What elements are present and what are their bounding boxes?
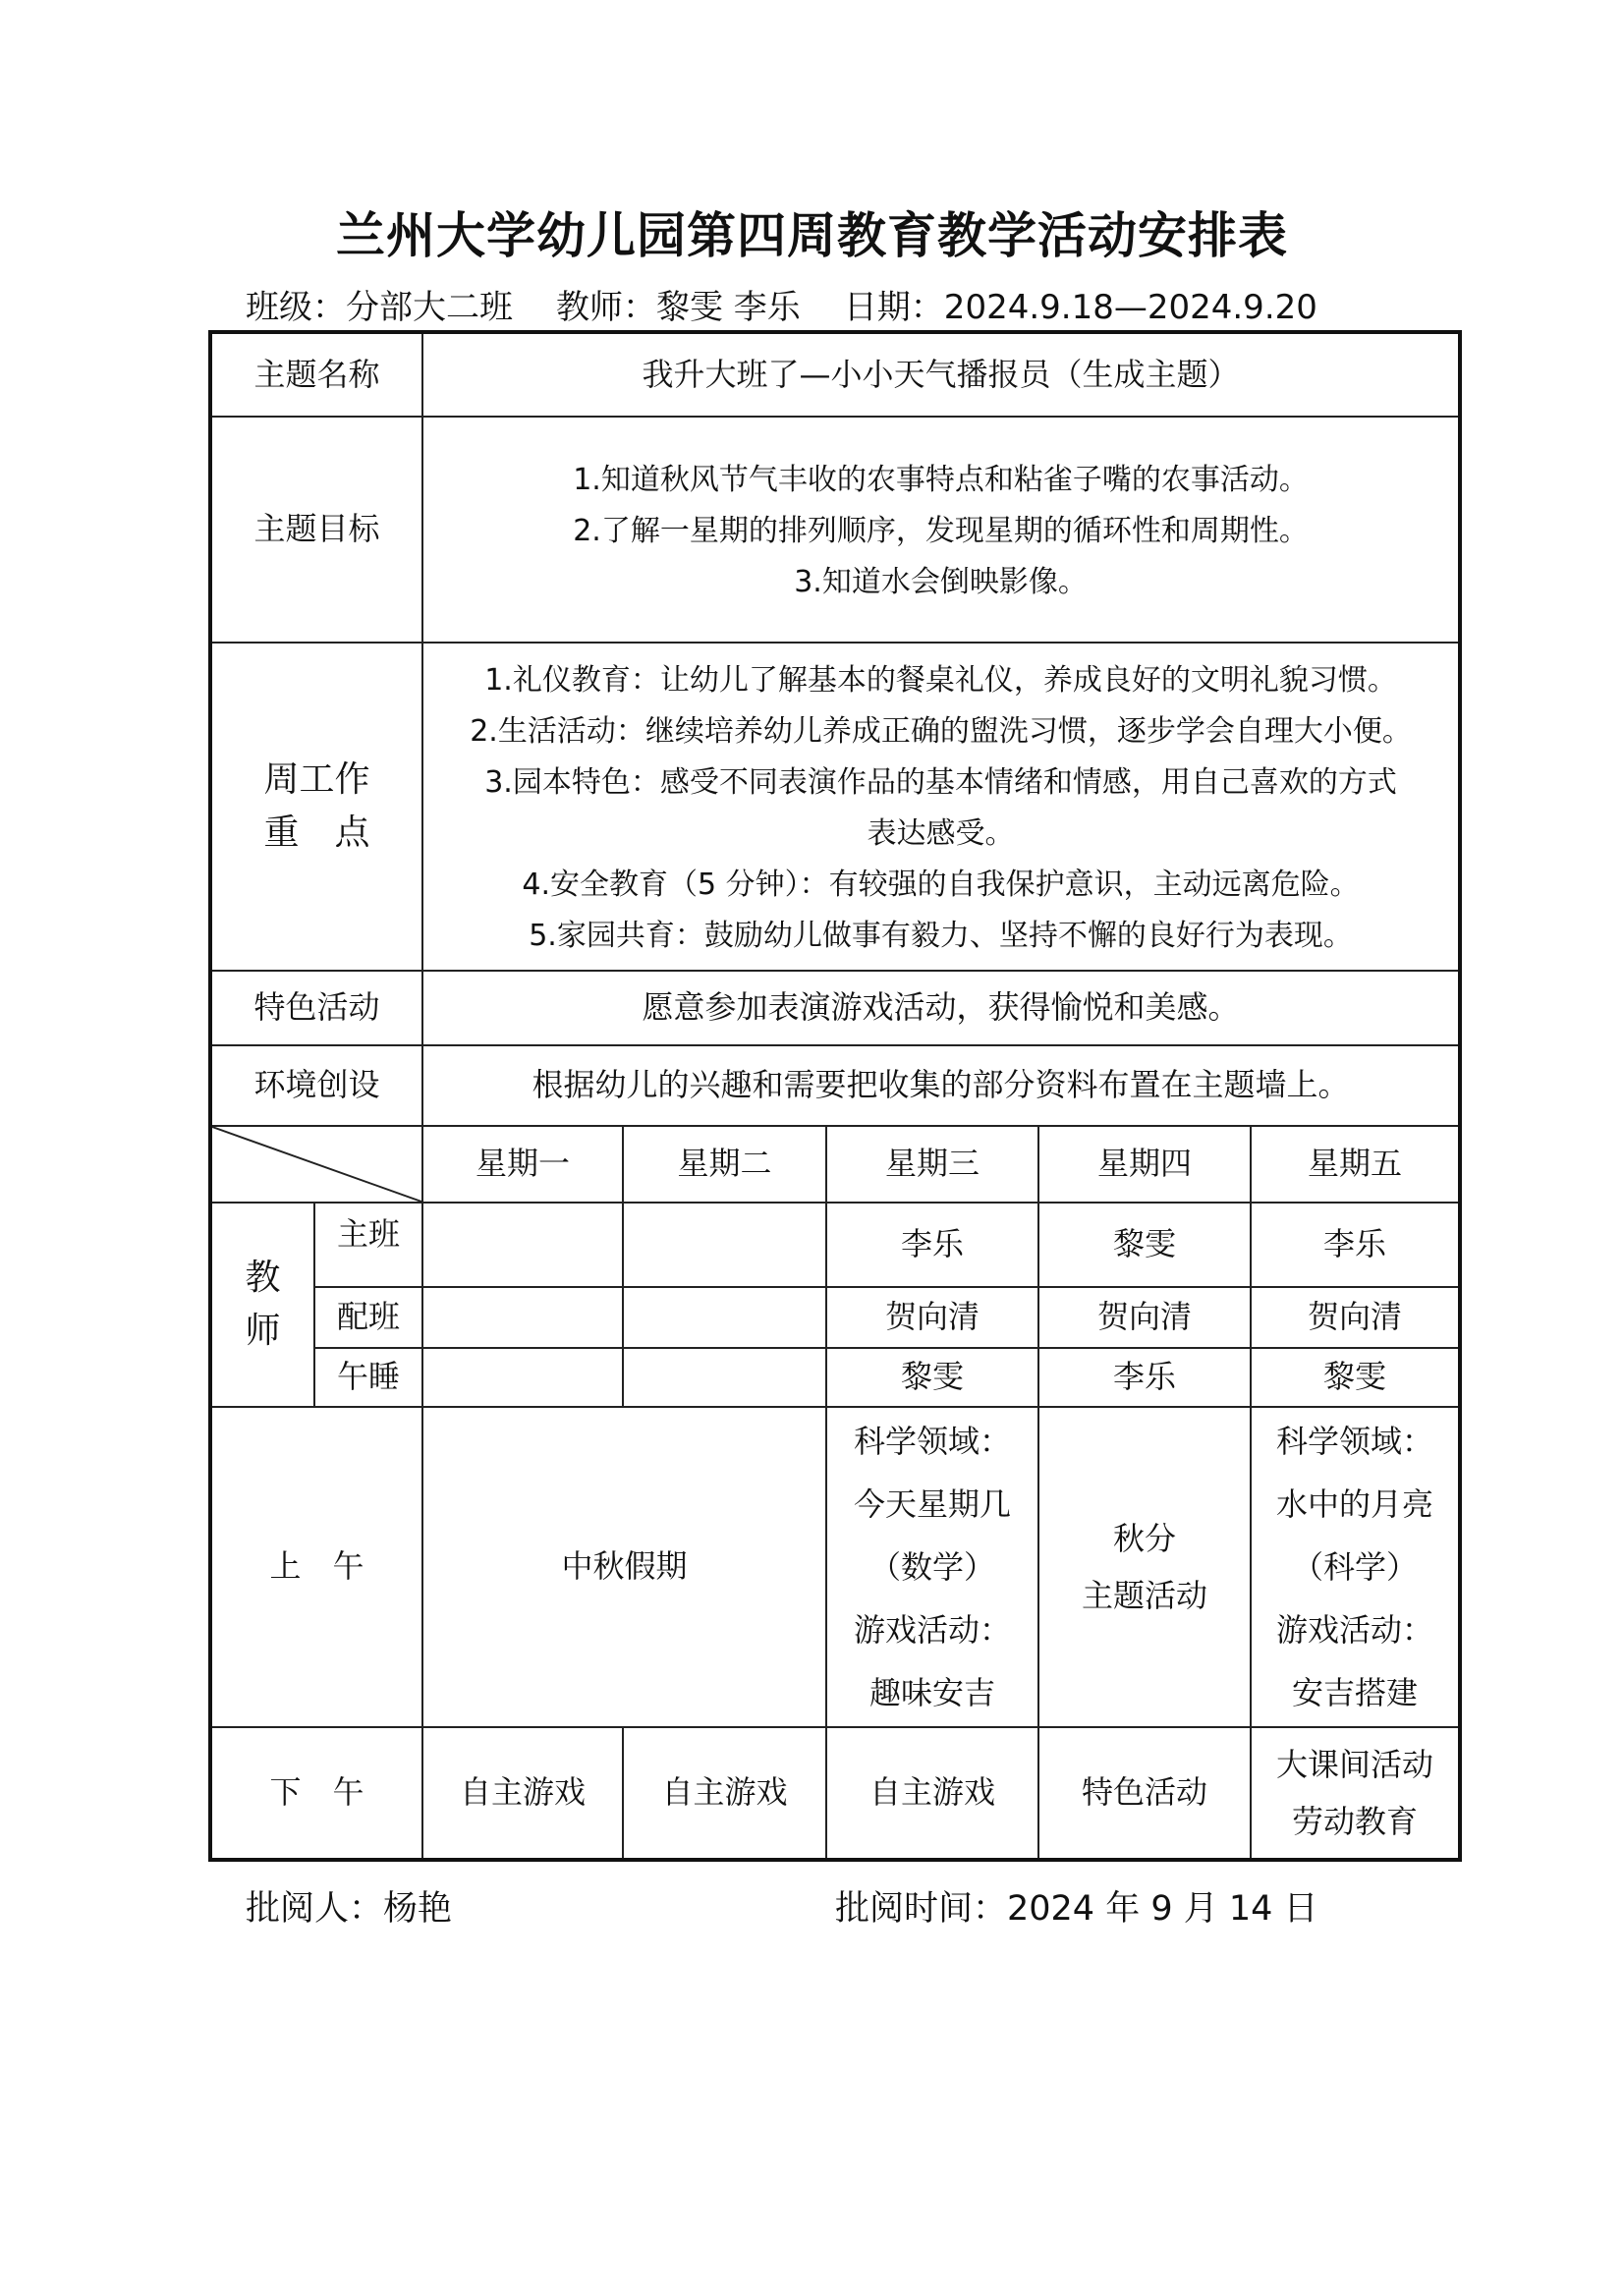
morning-row — [210, 1407, 1460, 1727]
teacher-label-char: 教 — [245, 1258, 281, 1298]
main-teacher-mon — [422, 1203, 623, 1287]
feature-value: 愿意参加表演游戏活动，获得愉悦和美感。 — [422, 971, 1460, 1045]
week-point: 2.生活活动：继续培养幼儿养成正确的盥洗习惯，逐步学会自理大小便。 — [470, 714, 1412, 749]
diagonal-corner-cell — [210, 1126, 422, 1203]
afternoon-wed: 自主游戏 — [826, 1727, 1038, 1860]
goal-row — [210, 417, 1460, 643]
page-title: 兰州大学幼儿园第四周教育教学活动安排表 — [336, 207, 1288, 264]
goal-item: 1.知道秋风节气丰收的农事特点和粘雀子嘴的农事活动。 — [573, 463, 1309, 497]
morning-thu-line: 主题活动 — [1082, 1577, 1208, 1614]
afternoon-fri-line: 劳动教育 — [1292, 1803, 1419, 1840]
assist-teacher-thu: 贺向清 — [1038, 1287, 1251, 1348]
goal-label: 主题目标 — [210, 417, 422, 643]
afternoon-fri-line: 大课间活动 — [1276, 1746, 1434, 1783]
main-teacher-fri: 李乐 — [1251, 1203, 1460, 1287]
nap-teacher-mon — [422, 1348, 623, 1407]
nap-teacher-fri: 黎雯 — [1251, 1348, 1460, 1407]
assist-teacher-mon — [422, 1287, 623, 1348]
afternoon-tue: 自主游戏 — [623, 1727, 826, 1860]
teacher-group-label — [210, 1203, 314, 1407]
afternoon-row — [210, 1727, 1460, 1860]
morning-wed-line: （数学） — [869, 1548, 996, 1586]
goal-item: 3.知道水会倒映影像。 — [794, 565, 1088, 599]
env-value: 根据幼儿的兴趣和需要把收集的部分资料布置在主题墙上。 — [422, 1045, 1460, 1126]
assist-teacher-label: 配班 — [314, 1287, 422, 1348]
schedule-table — [208, 330, 1462, 1862]
week-point: 4.安全教育（5 分钟）：有较强的自我保护意识，主动远离危险。 — [522, 868, 1360, 902]
day-header-fri: 星期五 — [1251, 1126, 1460, 1203]
morning-wed — [826, 1407, 1038, 1727]
class-info: 班级：分部大二班 — [246, 288, 513, 327]
review-time: 批阅时间：2024 年 9 月 14 日 — [835, 1889, 1318, 1929]
nap-teacher-thu: 李乐 — [1038, 1348, 1251, 1407]
theme-label: 主题名称 — [210, 332, 422, 417]
teacher-nap-row — [210, 1348, 1460, 1407]
morning-wed-line: 今天星期几 — [854, 1485, 1012, 1523]
assist-teacher-tue — [623, 1287, 826, 1348]
morning-thu-line: 秋分 — [1113, 1520, 1177, 1557]
reviewer: 批阅人：杨艳 — [246, 1889, 453, 1929]
afternoon-label: 下 午 — [210, 1727, 422, 1860]
teacher-assist-row — [210, 1287, 1460, 1348]
week-point: 3.园本特色：感受不同表演作品的基本情绪和情感，用自己喜欢的方式 — [484, 765, 1397, 800]
morning-holiday: 中秋假期 — [422, 1407, 826, 1727]
feature-label: 特色活动 — [210, 971, 422, 1045]
morning-wed-line: 趣味安吉 — [869, 1674, 996, 1711]
day-header-tue: 星期二 — [623, 1126, 826, 1203]
morning-fri-line: 游戏活动： — [1276, 1611, 1434, 1649]
main-teacher-wed: 李乐 — [826, 1203, 1038, 1287]
morning-fri-line: 安吉搭建 — [1292, 1674, 1419, 1711]
teacher-label-char: 师 — [245, 1311, 281, 1351]
day-header-mon: 星期一 — [422, 1126, 623, 1203]
main-teacher-tue — [623, 1203, 826, 1287]
afternoon-fri — [1251, 1727, 1460, 1860]
day-header-thu: 星期四 — [1038, 1126, 1251, 1203]
nap-teacher-tue — [623, 1348, 826, 1407]
week-label-line: 周工作 — [263, 759, 370, 800]
afternoon-thu: 特色活动 — [1038, 1727, 1251, 1860]
week-point: 5.家园共育：鼓励幼儿做事有毅力、坚持不懈的良好行为表现。 — [529, 919, 1353, 953]
goal-item: 2.了解一星期的排列顺序，发现星期的循环性和周期性。 — [573, 514, 1309, 548]
morning-wed-line: 游戏活动： — [854, 1611, 1012, 1649]
week-point: 1.礼仪教育：让幼儿了解基本的餐桌礼仪，养成良好的文明礼貌习惯。 — [484, 663, 1397, 698]
assist-teacher-fri: 贺向清 — [1251, 1287, 1460, 1348]
morning-fri-line: 水中的月亮 — [1276, 1485, 1434, 1523]
nap-teacher-wed: 黎雯 — [826, 1348, 1038, 1407]
day-header-wed: 星期三 — [826, 1126, 1038, 1203]
morning-wed-line: 科学领域： — [854, 1423, 1012, 1460]
teacher-main-row — [210, 1203, 1460, 1287]
morning-thu — [1038, 1407, 1251, 1727]
morning-fri — [1251, 1407, 1460, 1727]
morning-label: 上 午 — [210, 1407, 422, 1727]
env-row — [210, 1045, 1460, 1126]
week-focus-label — [210, 643, 422, 971]
morning-fri-line: （科学） — [1292, 1548, 1419, 1586]
assist-teacher-wed: 贺向清 — [826, 1287, 1038, 1348]
main-teacher-label: 主班 — [314, 1203, 422, 1287]
teacher-info: 教师：黎雯 李乐 — [556, 288, 801, 327]
week-focus-row — [210, 643, 1460, 971]
env-label: 环境创设 — [210, 1045, 422, 1126]
afternoon-mon: 自主游戏 — [422, 1727, 623, 1860]
morning-fri-line: 科学领域： — [1276, 1423, 1434, 1460]
subtitle — [246, 280, 1361, 328]
week-label-line: 重 点 — [263, 812, 370, 853]
feature-row — [210, 971, 1460, 1045]
week-focus-list — [422, 643, 1460, 971]
theme-row — [210, 332, 1460, 417]
date-info: 日期：2024.9.18—2024.9.20 — [843, 288, 1317, 327]
goal-list — [422, 417, 1460, 643]
diagonal-line — [212, 1127, 421, 1202]
nap-teacher-label: 午睡 — [314, 1348, 422, 1407]
week-point: 表达感受。 — [867, 816, 1015, 851]
theme-value: 我升大班了—小小天气播报员（生成主题） — [422, 332, 1460, 417]
days-header-row — [210, 1126, 1460, 1203]
main-teacher-thu: 黎雯 — [1038, 1203, 1251, 1287]
